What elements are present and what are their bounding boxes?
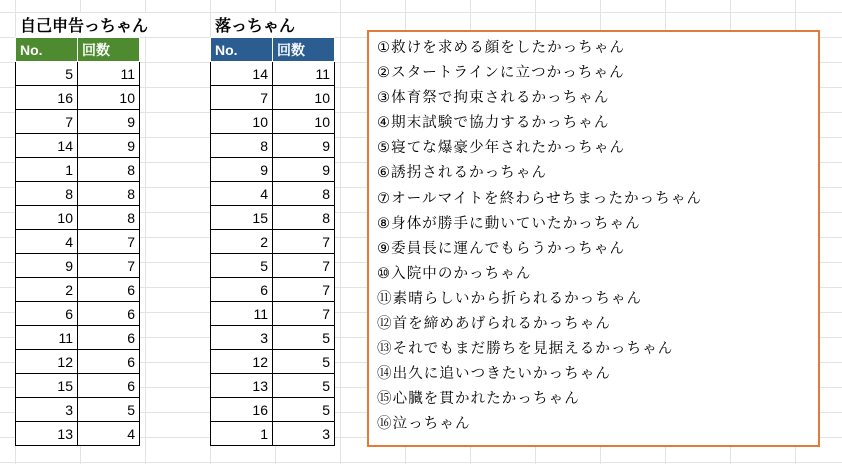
cell-count[interactable]: 10 (273, 110, 335, 134)
table-row (16, 398, 140, 422)
episode-line: ⑫首を締めあげられるかっちゃん (377, 316, 611, 333)
cell-no[interactable]: 16 (16, 86, 78, 110)
column-header-count[interactable]: 回数 (273, 38, 335, 62)
self-report-ranking-table (15, 37, 140, 446)
cell-no[interactable]: 4 (16, 230, 78, 254)
episode-line: ⑥誘拐されるかっちゃん (377, 165, 548, 182)
cell-no[interactable]: 5 (211, 254, 273, 278)
left-table-title: 自己申告っちゃん (18, 13, 150, 36)
cell-count[interactable]: 7 (273, 278, 335, 302)
table-row (16, 182, 140, 206)
cell-no[interactable]: 8 (211, 134, 273, 158)
episode-line: ①救けを求める顔をしたかっちゃん (377, 40, 626, 56)
cell-count[interactable]: 7 (78, 230, 140, 254)
cell-count[interactable]: 8 (273, 206, 335, 230)
table-row (16, 326, 140, 350)
episode-line: ⑪素晴らしいから折られるかっちゃん (377, 290, 643, 307)
table-row (16, 278, 140, 302)
cell-count[interactable]: 6 (78, 278, 140, 302)
episode-line: ⑭出久に追いつきたいかっちゃん (377, 366, 611, 383)
table-row (211, 182, 335, 206)
table-row (211, 302, 335, 326)
table-row (16, 86, 140, 110)
cell-no[interactable]: 12 (16, 350, 78, 374)
episode-line: ⑯泣っちゃん (377, 416, 471, 433)
cell-count[interactable]: 10 (273, 86, 335, 110)
table-row (16, 110, 140, 134)
cell-count[interactable]: 5 (273, 398, 335, 422)
cell-count[interactable]: 7 (273, 254, 335, 278)
episode-line: ②スタートラインに立つかっちゃん (377, 65, 625, 82)
table-row (16, 350, 140, 374)
episode-line: ⑦オールマイトを終わらせちまったかっちゃん (377, 190, 703, 207)
table-row (16, 254, 140, 278)
cell-count[interactable]: 6 (78, 302, 140, 326)
episode-line: ⑬それでもまだ勝ちを見据えるかっちゃん (377, 341, 674, 358)
right-table-title: 落っちゃん (213, 13, 297, 36)
column-header-no[interactable]: No. (211, 38, 273, 62)
table-row (16, 302, 140, 326)
table-row (211, 374, 335, 398)
cell-no[interactable]: 15 (16, 374, 78, 398)
episode-list-text-box[interactable] (367, 30, 820, 447)
cell-no[interactable]: 10 (211, 110, 273, 134)
cell-no[interactable]: 13 (211, 374, 273, 398)
cell-no[interactable]: 13 (16, 422, 78, 446)
table-row (211, 350, 335, 374)
cell-count[interactable]: 4 (78, 422, 140, 446)
episode-line: ⑮心臓を貫かれたかっちゃん (377, 391, 580, 408)
cell-count[interactable]: 5 (273, 374, 335, 398)
cell-no[interactable]: 11 (16, 326, 78, 350)
table-row (16, 134, 140, 158)
table-row (211, 86, 335, 110)
episode-line: ③体育祭で拘束されるかっちゃん (377, 90, 610, 107)
table-row (211, 398, 335, 422)
cell-count[interactable]: 11 (78, 62, 140, 86)
cell-count[interactable]: 5 (273, 326, 335, 350)
cell-count[interactable]: 8 (78, 182, 140, 206)
episode-line: ④期末試験で協力するかっちゃん (377, 115, 610, 132)
episode-line: ⑨委員長に運んでもらうかっちゃん (377, 240, 626, 257)
table-header-row (211, 38, 335, 62)
cell-no[interactable]: 7 (16, 110, 78, 134)
cell-count[interactable]: 8 (78, 206, 140, 230)
cell-no[interactable]: 3 (211, 326, 273, 350)
table-row (16, 206, 140, 230)
cell-count[interactable]: 8 (273, 182, 335, 206)
table-row (211, 62, 335, 86)
table-row (211, 230, 335, 254)
cell-count[interactable]: 9 (78, 110, 140, 134)
cell-no[interactable]: 14 (211, 62, 273, 86)
cell-count[interactable]: 6 (78, 326, 140, 350)
table-row (211, 422, 335, 446)
cell-no[interactable]: 15 (211, 206, 273, 230)
episode-line: ⑧身体が勝手に動いていたかっちゃん (377, 215, 641, 232)
cell-count[interactable]: 9 (273, 158, 335, 182)
column-header-no[interactable]: No. (16, 38, 78, 62)
table-header-row (16, 38, 140, 62)
cell-no[interactable]: 8 (16, 182, 78, 206)
cell-count[interactable]: 8 (78, 158, 140, 182)
cell-count[interactable]: 5 (78, 398, 140, 422)
table-row (211, 110, 335, 134)
table-row (211, 206, 335, 230)
ochan-ranking-table (210, 37, 335, 446)
cell-no[interactable]: 10 (16, 206, 78, 230)
table-row (211, 254, 335, 278)
cell-no[interactable]: 9 (211, 158, 273, 182)
cell-count[interactable]: 7 (78, 254, 140, 278)
cell-no[interactable]: 6 (16, 302, 78, 326)
cell-count[interactable]: 5 (273, 350, 335, 374)
episode-line: ⑩入院中のかっちゃん (377, 265, 532, 282)
cell-no[interactable]: 11 (211, 302, 273, 326)
cell-no[interactable]: 3 (16, 398, 78, 422)
cell-no[interactable]: 6 (211, 278, 273, 302)
table-row (16, 230, 140, 254)
column-header-count[interactable]: 回数 (78, 38, 140, 62)
cell-count[interactable]: 6 (78, 374, 140, 398)
table-row (16, 62, 140, 86)
cell-count[interactable]: 9 (273, 134, 335, 158)
cell-no[interactable]: 5 (16, 62, 78, 86)
cell-no[interactable]: 14 (16, 134, 78, 158)
cell-no[interactable]: 1 (16, 158, 78, 182)
cell-count[interactable]: 7 (273, 230, 335, 254)
table-row (16, 374, 140, 398)
cell-no[interactable]: 2 (211, 230, 273, 254)
cell-no[interactable]: 9 (16, 254, 78, 278)
cell-no[interactable]: 12 (211, 350, 273, 374)
cell-no[interactable]: 4 (211, 182, 273, 206)
cell-count[interactable]: 3 (273, 422, 335, 446)
cell-no[interactable]: 16 (211, 398, 273, 422)
cell-count[interactable]: 11 (273, 62, 335, 86)
cell-no[interactable]: 1 (211, 422, 273, 446)
cell-count[interactable]: 6 (78, 350, 140, 374)
table-row (211, 278, 335, 302)
cell-count[interactable]: 7 (273, 302, 335, 326)
table-row (16, 422, 140, 446)
table-row (211, 158, 335, 182)
cell-count[interactable]: 10 (78, 86, 140, 110)
table-row (211, 134, 335, 158)
table-row (211, 326, 335, 350)
cell-no[interactable]: 2 (16, 278, 78, 302)
table-row (16, 158, 140, 182)
episode-line: ⑤寝てな爆豪少年されたかっちゃん (377, 140, 626, 157)
cell-count[interactable]: 9 (78, 134, 140, 158)
cell-no[interactable]: 7 (211, 86, 273, 110)
